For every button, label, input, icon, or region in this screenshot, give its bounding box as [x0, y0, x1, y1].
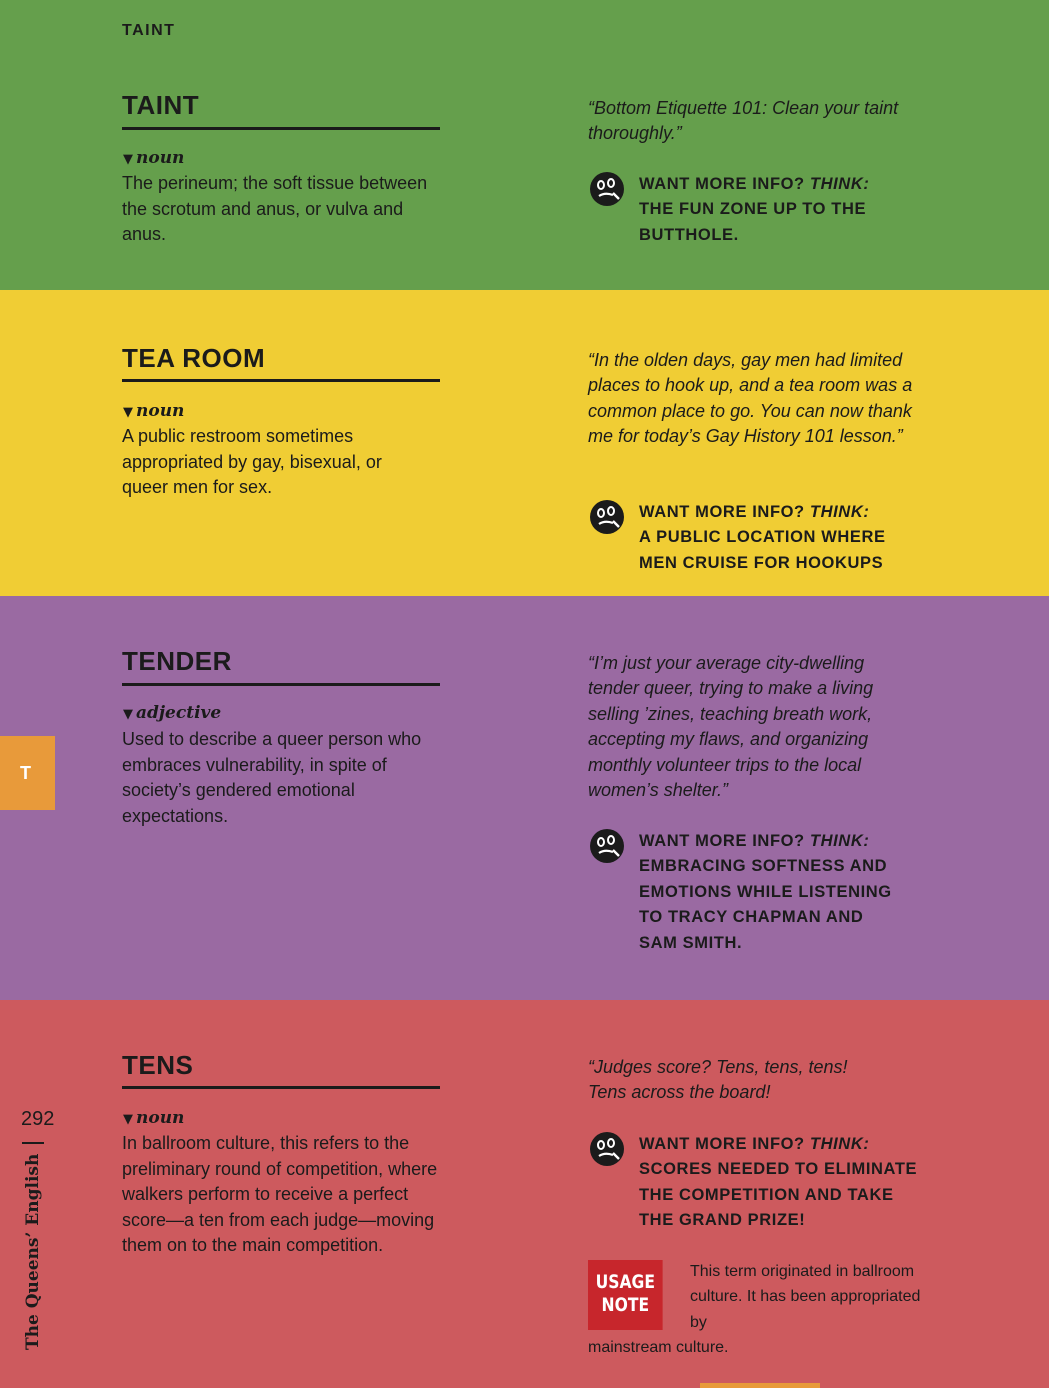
- info-line: THE COMPETITION AND TAKE: [639, 1185, 894, 1204]
- info-think: THINK:: [809, 1135, 870, 1153]
- entry-definition: The perineum; the soft tissue between the scrotum and anus, or vulva and anus.: [122, 173, 428, 244]
- usage-note-text: This term originated in ballroom culture. It has been appropriated by: [690, 1263, 921, 1331]
- thinking-face-icon: [589, 499, 625, 535]
- thinking-face-icon: [589, 171, 625, 207]
- running-head: TAINT: [122, 22, 176, 39]
- info-line: MEN CRUISE FOR HOOKUPS: [639, 553, 884, 572]
- page-number: 292: [21, 1108, 55, 1130]
- book-title: [22, 1140, 52, 1350]
- bottom-tab-strip: [700, 1383, 820, 1388]
- usage-note-label: USAGE: [595, 1271, 655, 1293]
- book-title-text: The Queens’ English: [23, 1153, 43, 1350]
- part-of-speech: [123, 401, 184, 421]
- triangle-down-icon: ▼: [123, 1112, 133, 1127]
- entry-term: TENDER: [122, 646, 232, 676]
- triangle-down-icon: ▼: [123, 405, 133, 420]
- info-think: THINK:: [809, 832, 870, 850]
- info-line: THE FUN ZONE UP TO THE: [639, 200, 867, 219]
- usage-note-text-tail: mainstream culture.: [588, 1339, 729, 1356]
- entry-quote: “Judges score? Tens, tens, tens! Tens across the board!: [588, 1057, 848, 1103]
- info-lead: WANT MORE INFO?: [639, 503, 810, 521]
- info-line: TO TRACY CHAPMAN AND: [639, 908, 864, 927]
- part-of-speech: [123, 1108, 184, 1128]
- thinking-face-icon: [589, 1131, 625, 1167]
- triangle-down-icon: ▼: [123, 152, 133, 167]
- thinking-face-icon: [589, 828, 625, 864]
- info-line: SAM SMITH.: [639, 933, 743, 952]
- entry-definition: A public restroom sometimes appropriated by gay, bisexual, or queer men for sex.: [122, 426, 382, 497]
- part-of-speech: [123, 148, 184, 168]
- info-line: EMOTIONS WHILE LISTENING: [639, 882, 892, 901]
- info-line: SCORES NEEDED TO ELIMINATE: [639, 1160, 918, 1179]
- want-more-info: [639, 829, 939, 956]
- entry-rule: [122, 1086, 440, 1089]
- part-of-speech: [123, 703, 221, 723]
- entry-quote: “In the olden days, gay men had limited places to hook up, and a tea room was a common place to go. You can now thank me for today’s Gay History 101 lesson.”: [588, 350, 913, 447]
- part-of-speech-label: noun: [136, 401, 185, 421]
- info-line: THE GRAND PRIZE!: [639, 1211, 806, 1230]
- entry-rule: [122, 683, 440, 686]
- want-more-info: [639, 172, 939, 248]
- entry-definition: Used to describe a queer person who embraces vulnerability, in spite of society’s gendered emotional expectations.: [122, 729, 422, 826]
- entry-term: TEA ROOM: [122, 343, 266, 373]
- part-of-speech-label: noun: [136, 148, 185, 168]
- entry-definition: In ballroom culture, this refers to the preliminary round of competition, where walkers perform to receive a perfect score—a ten from each judge—moving them on to the main competition.: [122, 1133, 438, 1255]
- info-lead: WANT MORE INFO?: [639, 175, 810, 193]
- usage-note-badge: [588, 1260, 663, 1330]
- info-think: THINK:: [809, 503, 870, 521]
- info-think: THINK:: [809, 175, 870, 193]
- info-line: A PUBLIC LOCATION WHERE: [639, 528, 886, 547]
- info-line: EMBRACING SOFTNESS AND: [639, 857, 888, 876]
- divider: [22, 1142, 44, 1144]
- entry-quote: “I’m just your average city-dwelling tender queer, trying to make a living selling ’zines, teaching breath work, accepting my flaws, and organizing monthly volunteer trips to the local women’s shelter.”: [588, 653, 874, 801]
- part-of-speech-label: adjective: [136, 703, 222, 723]
- info-lead: WANT MORE INFO?: [639, 1135, 810, 1153]
- entry-term: TAINT: [122, 90, 200, 120]
- entry-term: TENS: [122, 1050, 194, 1080]
- want-more-info: [639, 500, 939, 576]
- part-of-speech-label: noun: [136, 1108, 185, 1128]
- entry-rule: [122, 127, 440, 130]
- usage-note-label: NOTE: [601, 1294, 650, 1316]
- want-more-info: [639, 1132, 959, 1234]
- entry-quote: “Bottom Etiquette 101: Clean your taint thoroughly.”: [588, 98, 899, 144]
- triangle-down-icon: ▼: [123, 707, 133, 722]
- entry-rule: [122, 379, 440, 382]
- letter-tab: T: [0, 736, 55, 810]
- info-lead: WANT MORE INFO?: [639, 832, 810, 850]
- info-line: BUTTHOLE.: [639, 225, 739, 244]
